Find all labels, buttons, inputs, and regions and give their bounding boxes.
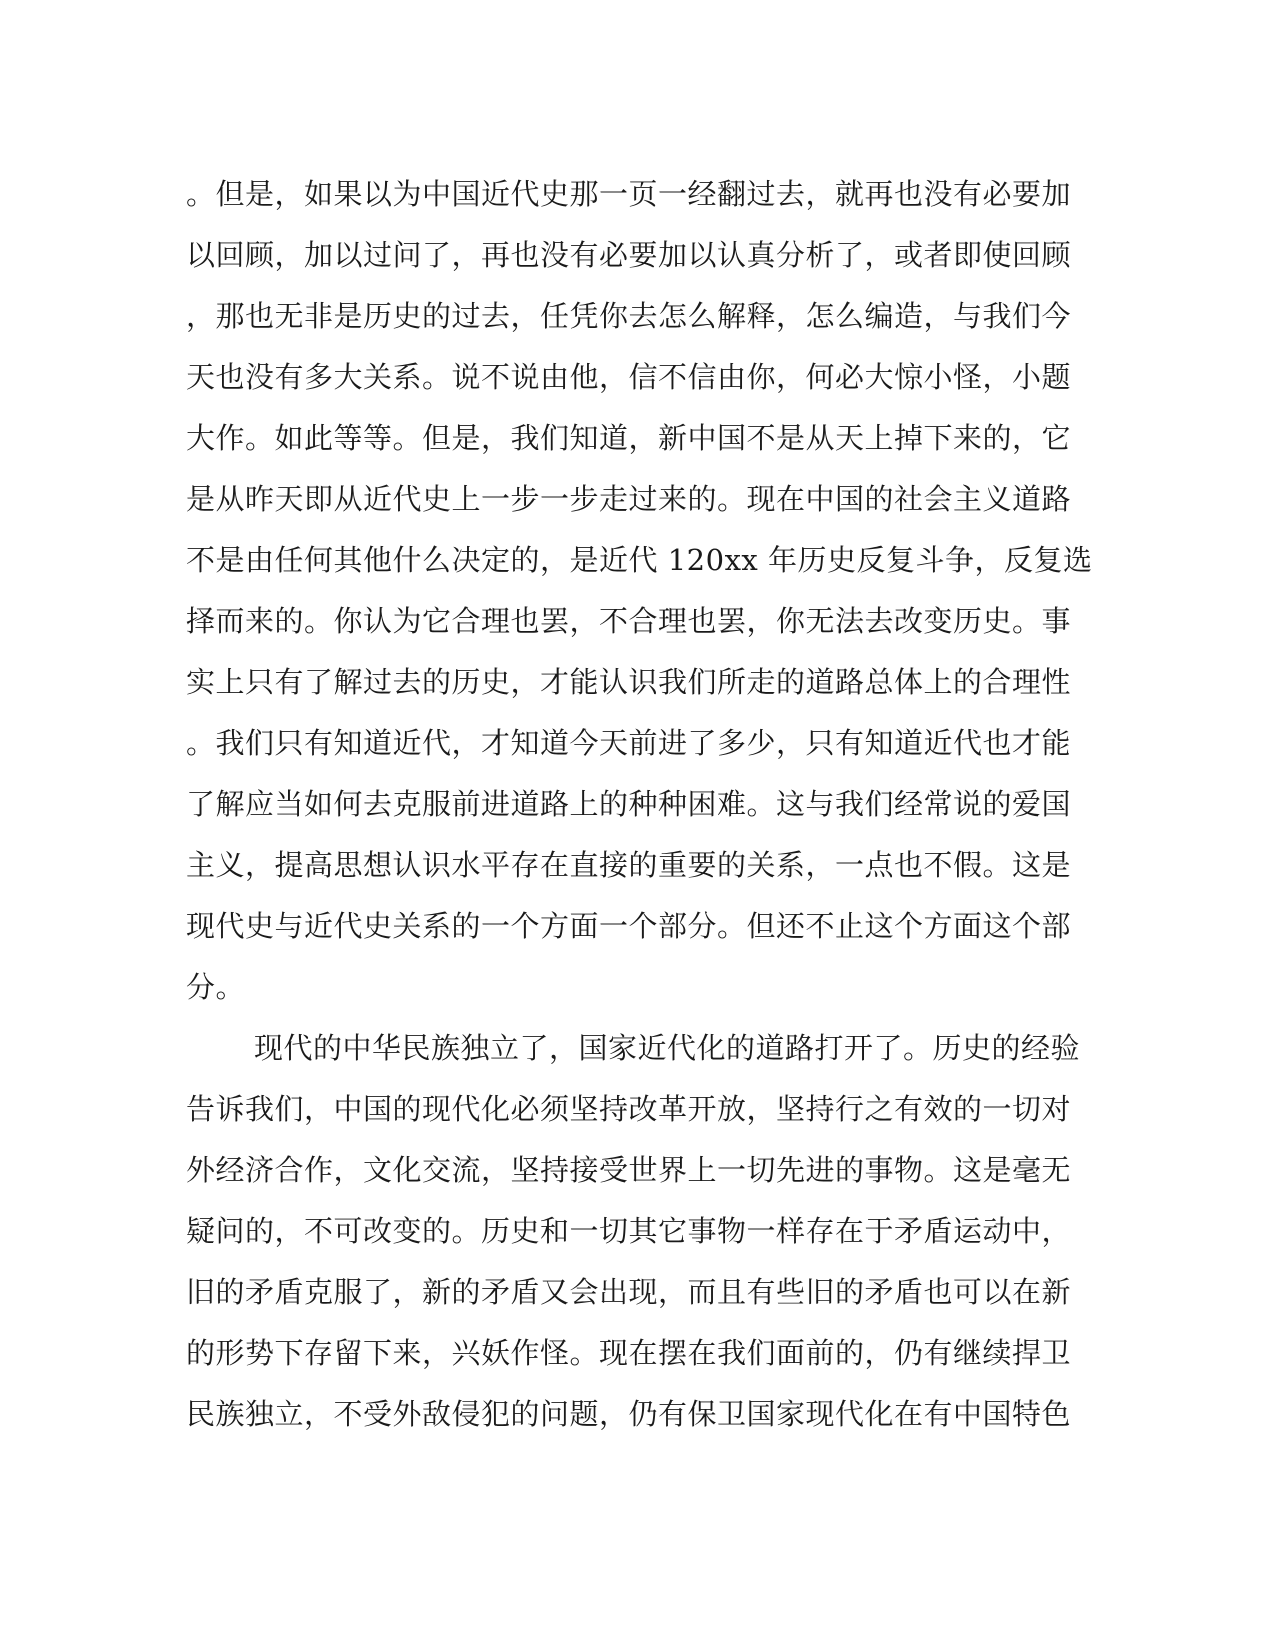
text-line: 择而来的。你认为它合理也罢，不合理也罢，你无法去改变历史。事 [186, 604, 1072, 638]
text-line: 大作。如此等等。但是，我们知道，新中国不是从天上掉下来的，它 [186, 421, 1072, 455]
text-line: 是从昨天即从近代史上一步一步走过来的。现在中国的社会主义道路 [186, 482, 1072, 516]
text-line: 实上只有了解过去的历史，才能认识我们所走的道路总体上的合理性 [186, 665, 1072, 699]
text-line: 。但是，如果以为中国近代史那一页一经翻过去，就再也没有必要加 [186, 177, 1072, 211]
text-line: 以回顾，加以过问了，再也没有必要加以认真分析了，或者即使回顾 [186, 238, 1072, 272]
text-line: 现代史与近代史关系的一个方面一个部分。但还不止这个方面这个部 [186, 909, 1072, 943]
text-line: 的形势下存留下来，兴妖作怪。现在摆在我们面前的，仍有继续捍卫 [186, 1336, 1072, 1370]
text-line: 告诉我们，中国的现代化必须坚持改革开放，坚持行之有效的一切对 [186, 1092, 1072, 1126]
text-line: 民族独立，不受外敌侵犯的问题，仍有保卫国家现代化在有中国特色 [186, 1397, 1072, 1431]
text-line: ，那也无非是历史的过去，任凭你去怎么解释，怎么编造，与我们今 [186, 299, 1072, 333]
text-line: 疑问的，不可改变的。历史和一切其它事物一样存在于矛盾运动中， [186, 1214, 1072, 1248]
text-line-indented: 现代的中华民族独立了，国家近代化的道路打开了。历史的经验 [254, 1031, 1081, 1065]
text-line: 外经济合作，文化交流，坚持接受世界上一切先进的事物。这是毫无 [186, 1153, 1072, 1187]
text-line: 了解应当如何去克服前进道路上的种种困难。这与我们经常说的爱国 [186, 787, 1072, 821]
text-line: 主义，提高思想认识水平存在直接的重要的关系，一点也不假。这是 [186, 848, 1072, 882]
text-line: 。我们只有知道近代，才知道今天前进了多少，只有知道近代也才能 [186, 726, 1072, 760]
text-line: 分。 [186, 970, 246, 1004]
text-line: 不是由任何其他什么决定的，是近代 120xx 年历史反复斗争，反复选 [186, 543, 1093, 577]
text-line: 天也没有多大关系。说不说由他，信不信由你，何必大惊小怪，小题 [186, 360, 1072, 394]
body-text [186, 164, 1093, 1445]
text-line: 旧的矛盾克服了，新的矛盾又会出现，而且有些旧的矛盾也可以在新 [186, 1275, 1072, 1309]
